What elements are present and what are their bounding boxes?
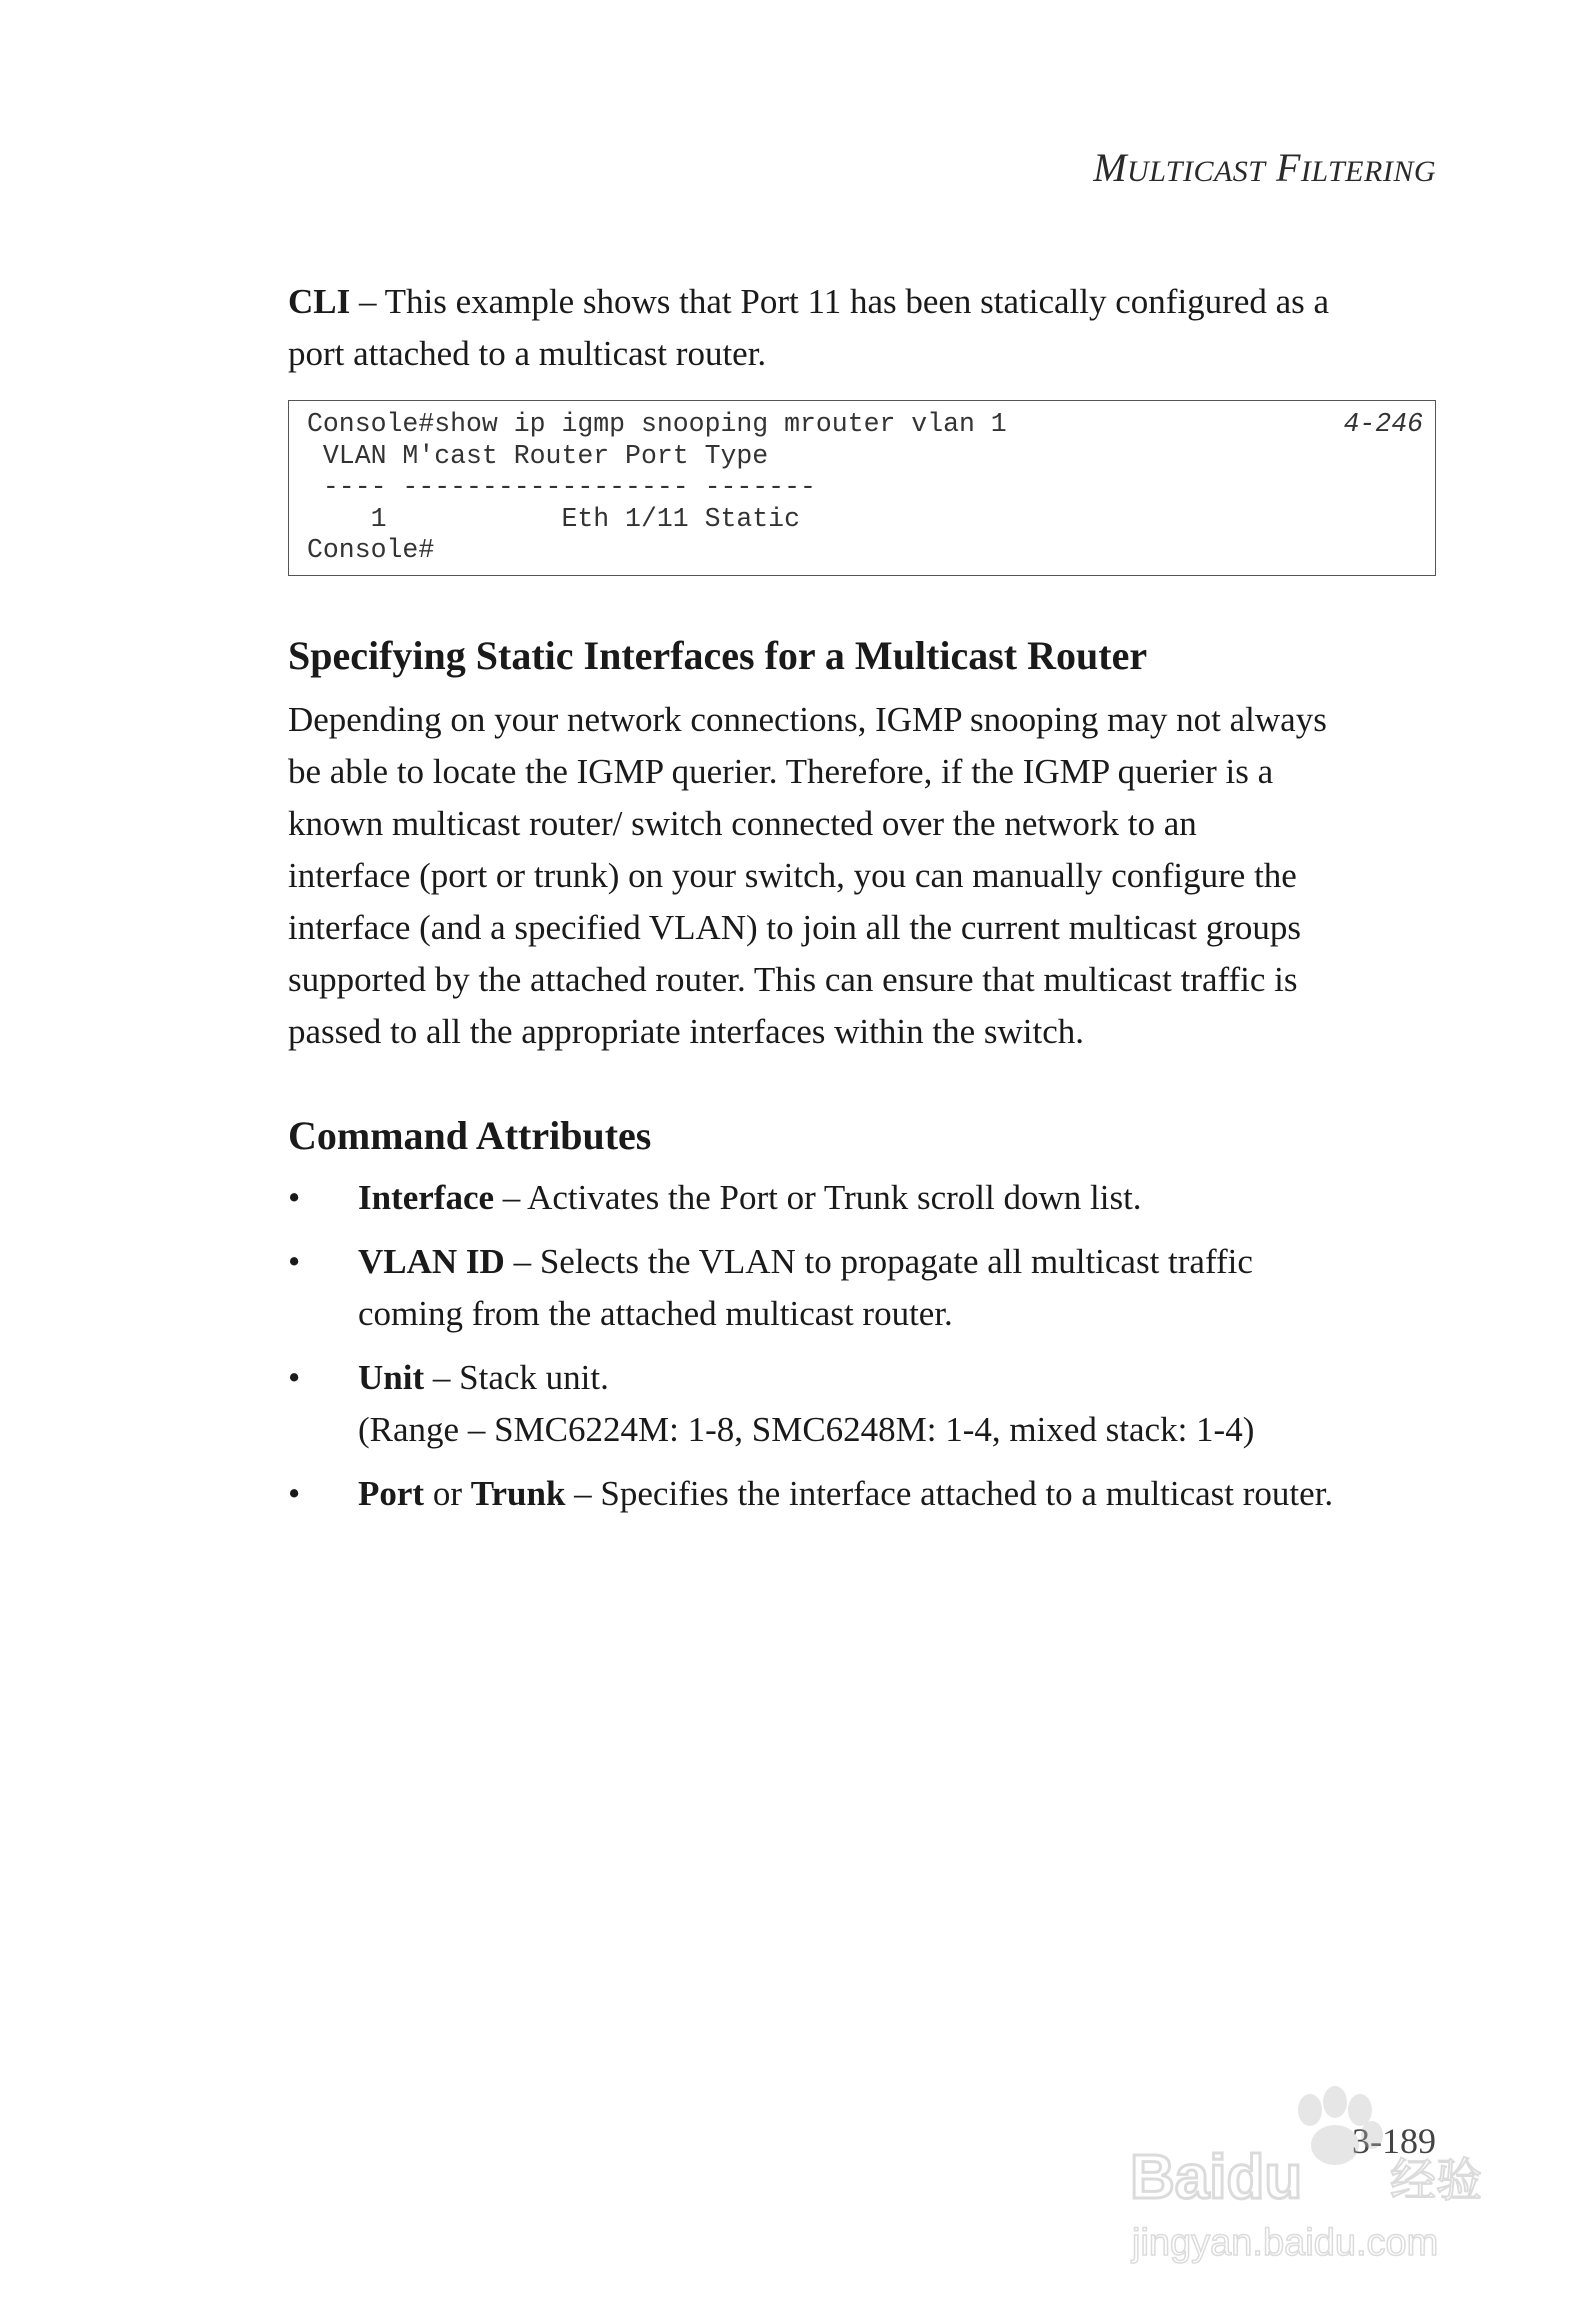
item-line <box>358 1468 1448 1520</box>
term-unit: Unit <box>358 1358 425 1397</box>
paragraph-line: known multicast router/ switch connected over the network to an <box>288 804 1197 843</box>
paw-icon <box>1298 2086 1383 2165</box>
paragraph-line: passed to all the appropriate interfaces within the switch. <box>288 1012 1084 1051</box>
intro-text-1: – This example shows that Port 11 has been statically configured as a <box>350 282 1330 321</box>
bullet-icon: • <box>288 1242 301 1281</box>
list-item-port-trunk <box>288 1468 1448 1520</box>
item-line <box>358 1352 1448 1404</box>
console-line-3: ---- ------------------ ------- <box>307 472 816 502</box>
paragraph-line: interface (port or trunk) on your switch, you can manually configure the <box>288 856 1297 895</box>
desc-vlan-id: – Selects the VLAN to propagate all multicast traffic <box>504 1242 1253 1281</box>
baidu-watermark-logo <box>1120 2080 1500 2270</box>
header-cap-f: F <box>1275 145 1301 190</box>
term-or: or <box>424 1474 471 1513</box>
header-rest-1: ULTICAST <box>1127 155 1266 188</box>
item-line <box>358 1236 1448 1288</box>
desc-interface: – Activates the Port or Trunk scroll down list. <box>494 1178 1142 1217</box>
item-line <box>358 1172 1448 1224</box>
console-line-1 <box>307 409 1423 441</box>
console-line-2: VLAN M'cast Router Port Type <box>307 440 769 471</box>
page-number: 3-189 <box>1352 2121 1436 2161</box>
bullet-icon: • <box>288 1474 301 1513</box>
intro-line-2: port attached to a multicast router. <box>288 334 767 373</box>
running-header <box>1093 144 1436 191</box>
desc-unit-range: (Range – SMC6224M: 1-8, SMC6248M: 1-4, mixed stack: 1-4) <box>358 1410 1255 1449</box>
header-rest-2: ILTERING <box>1300 155 1436 188</box>
term-port: Port <box>358 1474 425 1513</box>
console-output-box <box>288 400 1436 576</box>
desc-port-trunk: – Specifies the interface attached to a multicast router. <box>565 1474 1334 1513</box>
cli-intro-paragraph <box>288 276 1438 380</box>
term-interface: Interface <box>358 1178 495 1217</box>
section-heading-command-attributes: Command Attributes <box>288 1113 652 1158</box>
console-line-4: 1 Eth 1/11 Static <box>307 503 800 534</box>
section-heading-static-interfaces: Specifying Static Interfaces for a Multicast Router <box>288 633 1148 678</box>
desc-vlan-id-cont: coming from the attached multicast router. <box>358 1294 953 1333</box>
paragraph-line: supported by the attached router. This can ensure that multicast traffic is <box>288 960 1298 999</box>
cli-label: CLI <box>288 282 351 321</box>
term-trunk: Trunk <box>470 1474 566 1513</box>
intro-line-1 <box>288 276 1438 328</box>
header-cap-m: M <box>1093 145 1128 190</box>
console-command: Console#show ip igmp snooping mrouter vlan 1 <box>307 409 1007 439</box>
term-vlan-id: VLAN ID <box>358 1242 505 1281</box>
list-item-vlan-id <box>288 1236 1448 1340</box>
bullet-icon: • <box>288 1178 301 1217</box>
paragraph-line: Depending on your network connections, IGMP snooping may not always <box>288 700 1327 739</box>
desc-unit: – Stack unit. <box>424 1358 609 1397</box>
bullet-icon: • <box>288 1358 301 1397</box>
list-item-interface <box>288 1172 1448 1224</box>
list-item-unit <box>288 1352 1448 1456</box>
paragraph-line: interface (and a specified VLAN) to join all the current multicast groups <box>288 908 1302 947</box>
console-line-5: Console# <box>307 535 435 565</box>
static-interfaces-paragraph <box>288 694 1438 1058</box>
watermark-brand: Baidu <box>1130 2143 1303 2212</box>
watermark-brand-cn: 经验 <box>1390 2153 1482 2207</box>
command-reference: 4-246 <box>1343 409 1423 439</box>
watermark-url: jingyan.baidu.com <box>1132 2222 1439 2264</box>
command-attributes-list <box>288 1172 1448 1532</box>
paragraph-line: be able to locate the IGMP querier. Therefore, if the IGMP querier is a <box>288 752 1274 791</box>
